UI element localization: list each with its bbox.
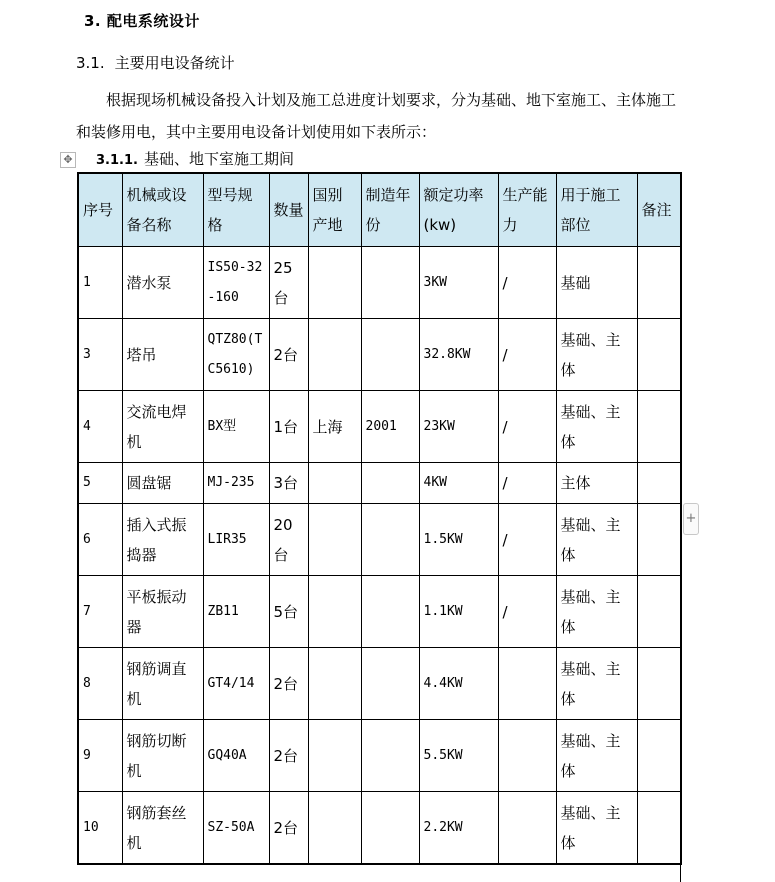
cell-capacity: / (498, 504, 556, 576)
section-heading-3-1 (76, 52, 235, 73)
cell-name: 塔吊 (122, 319, 203, 391)
cell-model: IS50-32-160 (203, 247, 269, 319)
body-paragraph (76, 84, 686, 148)
cell-year (361, 463, 419, 504)
table-continuation-line (680, 865, 681, 882)
cell-no: 10 (78, 792, 122, 865)
cell-capacity: / (498, 463, 556, 504)
table-row (78, 792, 681, 865)
cell-year (361, 792, 419, 865)
cell-name: 钢筋切断机 (122, 720, 203, 792)
cell-part: 主体 (556, 463, 637, 504)
cell-qty: 20台 (269, 504, 308, 576)
cell-name: 钢筋调直机 (122, 648, 203, 720)
section-heading-3-1-1 (96, 148, 294, 169)
cell-note (637, 391, 681, 463)
cell-model: QTZ80(TC5610) (203, 319, 269, 391)
cell-power: 23KW (419, 391, 498, 463)
cell-no: 9 (78, 720, 122, 792)
cell-year (361, 648, 419, 720)
section-title: 主要用电设备统计 (114, 54, 235, 72)
header-cell: 备注 (637, 173, 681, 247)
table-row (78, 391, 681, 463)
cell-capacity: / (498, 247, 556, 319)
cell-qty: 3台 (269, 463, 308, 504)
cell-no: 6 (78, 504, 122, 576)
table-move-handle-icon[interactable]: ✥ (60, 152, 76, 168)
cell-origin (308, 319, 361, 391)
cell-capacity: / (498, 576, 556, 648)
table-header-row (78, 173, 681, 247)
cell-power: 1.5KW (419, 504, 498, 576)
cell-name: 潜水泵 (122, 247, 203, 319)
table-row (78, 720, 681, 792)
add-column-plus-icon[interactable]: + (683, 503, 699, 535)
cell-part: 基础、主体 (556, 319, 637, 391)
cell-qty: 2台 (269, 319, 308, 391)
header-cell: 国别产地 (308, 173, 361, 247)
cell-no: 8 (78, 648, 122, 720)
cell-part: 基础、主体 (556, 391, 637, 463)
cell-model: MJ-235 (203, 463, 269, 504)
cell-name: 平板振动器 (122, 576, 203, 648)
header-cell: 数量 (269, 173, 308, 247)
cell-part: 基础、主体 (556, 720, 637, 792)
cell-no: 4 (78, 391, 122, 463)
cell-note (637, 247, 681, 319)
cell-year (361, 576, 419, 648)
header-cell: 用于施工部位 (556, 173, 637, 247)
table-row (78, 648, 681, 720)
cell-power: 32.8KW (419, 319, 498, 391)
cell-note (637, 792, 681, 865)
cell-model: SZ-50A (203, 792, 269, 865)
cell-part: 基础、主体 (556, 504, 637, 576)
cell-model: ZB11 (203, 576, 269, 648)
cell-part: 基础、主体 (556, 648, 637, 720)
cell-power: 1.1KW (419, 576, 498, 648)
cell-origin (308, 792, 361, 865)
cell-origin: 上海 (308, 391, 361, 463)
cell-origin (308, 648, 361, 720)
cell-no: 3 (78, 319, 122, 391)
cell-qty: 2台 (269, 720, 308, 792)
cell-part: 基础、主体 (556, 576, 637, 648)
cell-qty: 1台 (269, 391, 308, 463)
cell-note (637, 576, 681, 648)
cell-note (637, 720, 681, 792)
cell-no: 7 (78, 576, 122, 648)
cell-origin (308, 720, 361, 792)
cell-capacity (498, 648, 556, 720)
header-cell: 制造年份 (361, 173, 419, 247)
paragraph-text: 根据现场机械设备投入计划及施工总进度计划要求，分为基础、地下室施工、主体施工和装修用电，其中主要用电设备计划使用如下表所示： (76, 91, 677, 141)
cell-power: 4.4KW (419, 648, 498, 720)
section-number: 3. (84, 12, 102, 30)
table-row (78, 247, 681, 319)
table-row (78, 463, 681, 504)
cell-no: 5 (78, 463, 122, 504)
cell-part: 基础 (556, 247, 637, 319)
cell-qty: 5台 (269, 576, 308, 648)
cell-note (637, 319, 681, 391)
section-title: 基础、地下室施工期间 (143, 150, 294, 168)
cell-model: LIR35 (203, 504, 269, 576)
cell-year: 2001 (361, 391, 419, 463)
cell-name: 交流电焊机 (122, 391, 203, 463)
cell-note (637, 504, 681, 576)
table-row (78, 319, 681, 391)
cell-year (361, 720, 419, 792)
header-cell: 生产能力 (498, 173, 556, 247)
cell-power: 3KW (419, 247, 498, 319)
cell-year (361, 504, 419, 576)
cell-power: 5.5KW (419, 720, 498, 792)
section-number: 3.1.1. (96, 153, 138, 168)
header-cell: 机械或设备名称 (122, 173, 203, 247)
table-row (78, 504, 681, 576)
cell-origin (308, 576, 361, 648)
header-cell: 型号规格 (203, 173, 269, 247)
cell-note (637, 463, 681, 504)
section-heading-3 (84, 10, 200, 31)
cell-note (637, 648, 681, 720)
cell-qty: 25台 (269, 247, 308, 319)
cell-model: GQ40A (203, 720, 269, 792)
cell-no: 1 (78, 247, 122, 319)
cell-power: 2.2KW (419, 792, 498, 865)
cell-year (361, 319, 419, 391)
cell-power: 4KW (419, 463, 498, 504)
cell-name: 插入式振捣器 (122, 504, 203, 576)
section-number: 3.1. (76, 54, 105, 72)
cell-name: 圆盘锯 (122, 463, 203, 504)
cell-capacity: / (498, 319, 556, 391)
cell-model: GT4/14 (203, 648, 269, 720)
cell-capacity (498, 792, 556, 865)
cell-model: BX型 (203, 391, 269, 463)
cell-part: 基础、主体 (556, 792, 637, 865)
section-title: 配电系统设计 (106, 12, 200, 30)
cell-origin (308, 463, 361, 504)
cell-capacity (498, 720, 556, 792)
table-row (78, 576, 681, 648)
cell-qty: 2台 (269, 648, 308, 720)
cell-qty: 2台 (269, 792, 308, 865)
cell-origin (308, 247, 361, 319)
cell-name: 钢筋套丝机 (122, 792, 203, 865)
cell-year (361, 247, 419, 319)
cell-origin (308, 504, 361, 576)
header-cell: 额定功率(kw) (419, 173, 498, 247)
cell-capacity: / (498, 391, 556, 463)
equipment-table (77, 172, 682, 865)
header-cell: 序号 (78, 173, 122, 247)
